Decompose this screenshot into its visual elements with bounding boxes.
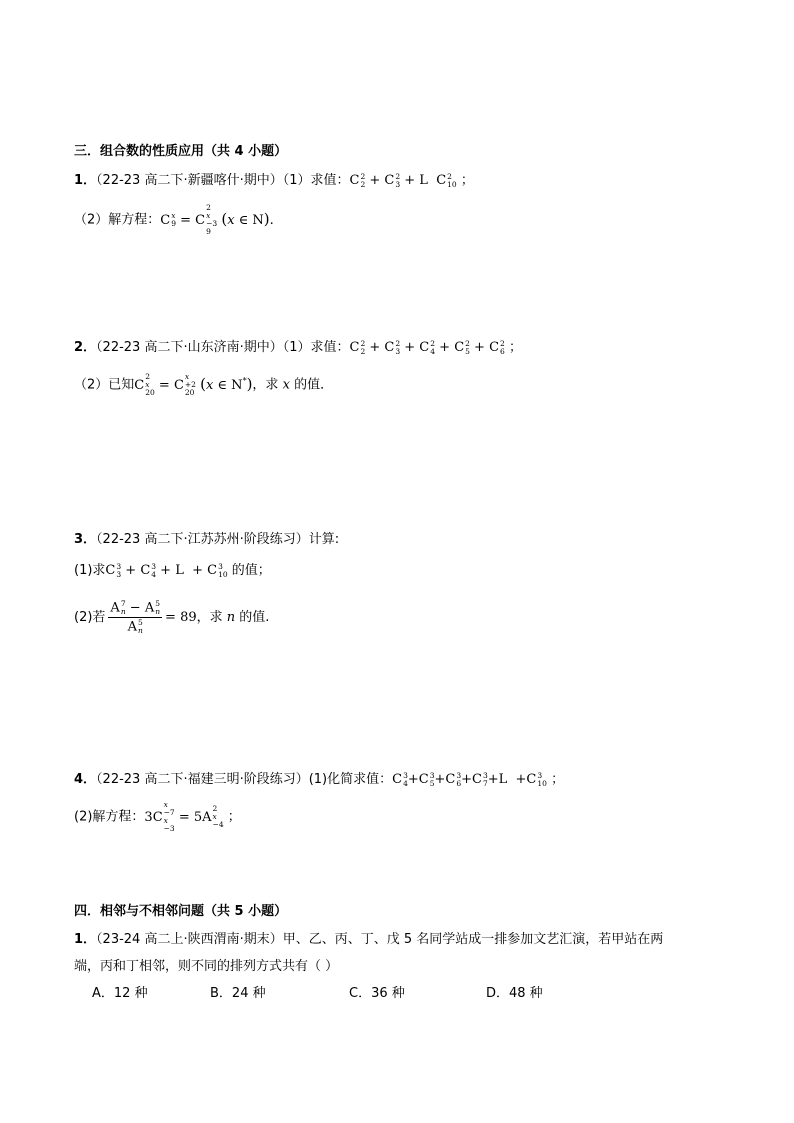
option-d[interactable]: D．48 种	[486, 986, 543, 1001]
text-end: 的值；	[231, 563, 271, 578]
option-c[interactable]: C．36 种	[349, 986, 405, 1001]
question-1	[74, 172, 474, 190]
question-number: 1．	[74, 932, 97, 947]
question-2-part-2	[74, 373, 333, 397]
question-source: （22-23 高二下·山东济南·期中）	[96, 340, 283, 355]
part-1-label: (1)求	[74, 563, 106, 578]
question-source: （22-23 高二下·福建三明·阶段练习）(1)化简求值：	[96, 772, 393, 787]
formula-sum-c3: C 3 3 + C 3 4 + L + C 3 10	[105, 561, 228, 579]
question-text: （23-24 高二上·陕西渭南·期末）甲、乙、丙、丁、戊 5 名同学站成一排参加文艺汇演，若甲站在两	[96, 932, 664, 947]
section-4-title: 四．相邻与不相邻问题（共 5 小题）	[74, 904, 288, 919]
question-number: 4．	[74, 772, 97, 787]
equals-value: = 89	[165, 610, 197, 625]
question-number: 2．	[74, 340, 97, 355]
text-end: 的值．	[294, 377, 334, 393]
formula-equation: C x 9 = C 2 x −3 9 (x ∈ N).	[160, 203, 274, 236]
question-3	[74, 531, 339, 549]
question-4-part-2	[74, 801, 241, 833]
option-b[interactable]: B．24 种	[210, 986, 266, 1001]
formula-sum: C 2 2 + C 2 3 + C 2 4 + C 2 5 + C 2 6 ；	[349, 338, 522, 356]
option-a[interactable]: A．12 种	[92, 986, 148, 1001]
question-5-line-2: 端，丙和丁相邻，则不同的排列方式共有（ ）	[74, 959, 339, 974]
variable-n: n	[226, 610, 236, 625]
question-number: 1．	[74, 173, 97, 188]
section-3-title: 三．组合数的性质应用（共 4 小题）	[74, 144, 288, 159]
formula-sum-c3: C 3 4 +C 3 5 +C 3 6 +C 3 7 +L +C 3 10 ；	[392, 770, 565, 788]
formula-sum-c2: C 2 2 + C 2 3 + L C 2 10 ；	[349, 171, 474, 189]
semicolon: ；	[227, 809, 241, 825]
formula-condition: C 2 x 20 = C x +2 20 (x ∈ N*)	[134, 372, 253, 397]
question-source: （22-23 高二下·江苏苏州·阶段练习）计算:	[96, 532, 340, 547]
part-1-label: （1）求值：	[282, 173, 350, 188]
question-number: 3．	[74, 532, 97, 547]
question-1-part-2	[74, 204, 274, 236]
text-tail: ，求	[196, 610, 223, 625]
text-tail: ，求	[252, 377, 279, 393]
part-2-label: (2)解方程：	[74, 809, 145, 825]
part-2-label: (2)若	[74, 610, 106, 625]
variable-x: x	[282, 377, 290, 393]
question-3-part-1	[74, 562, 271, 580]
question-source: （22-23 高二下·新疆喀什·期中）	[96, 173, 283, 188]
part-2-label: （2）已知	[74, 377, 135, 393]
question-2	[74, 339, 522, 357]
question-5-line-1	[74, 931, 663, 949]
question-3-part-2	[74, 600, 269, 635]
part-2-label: （2）解方程：	[74, 212, 161, 228]
fraction: A 7 n − A 5 n A 5 n	[110, 599, 161, 635]
formula-equation: 3C x −7 x −3 = 5A 2 x −4	[144, 800, 224, 833]
part-1-label: （1）求值：	[282, 340, 350, 355]
question-4	[74, 771, 564, 789]
text-end: 的值.	[239, 610, 270, 625]
